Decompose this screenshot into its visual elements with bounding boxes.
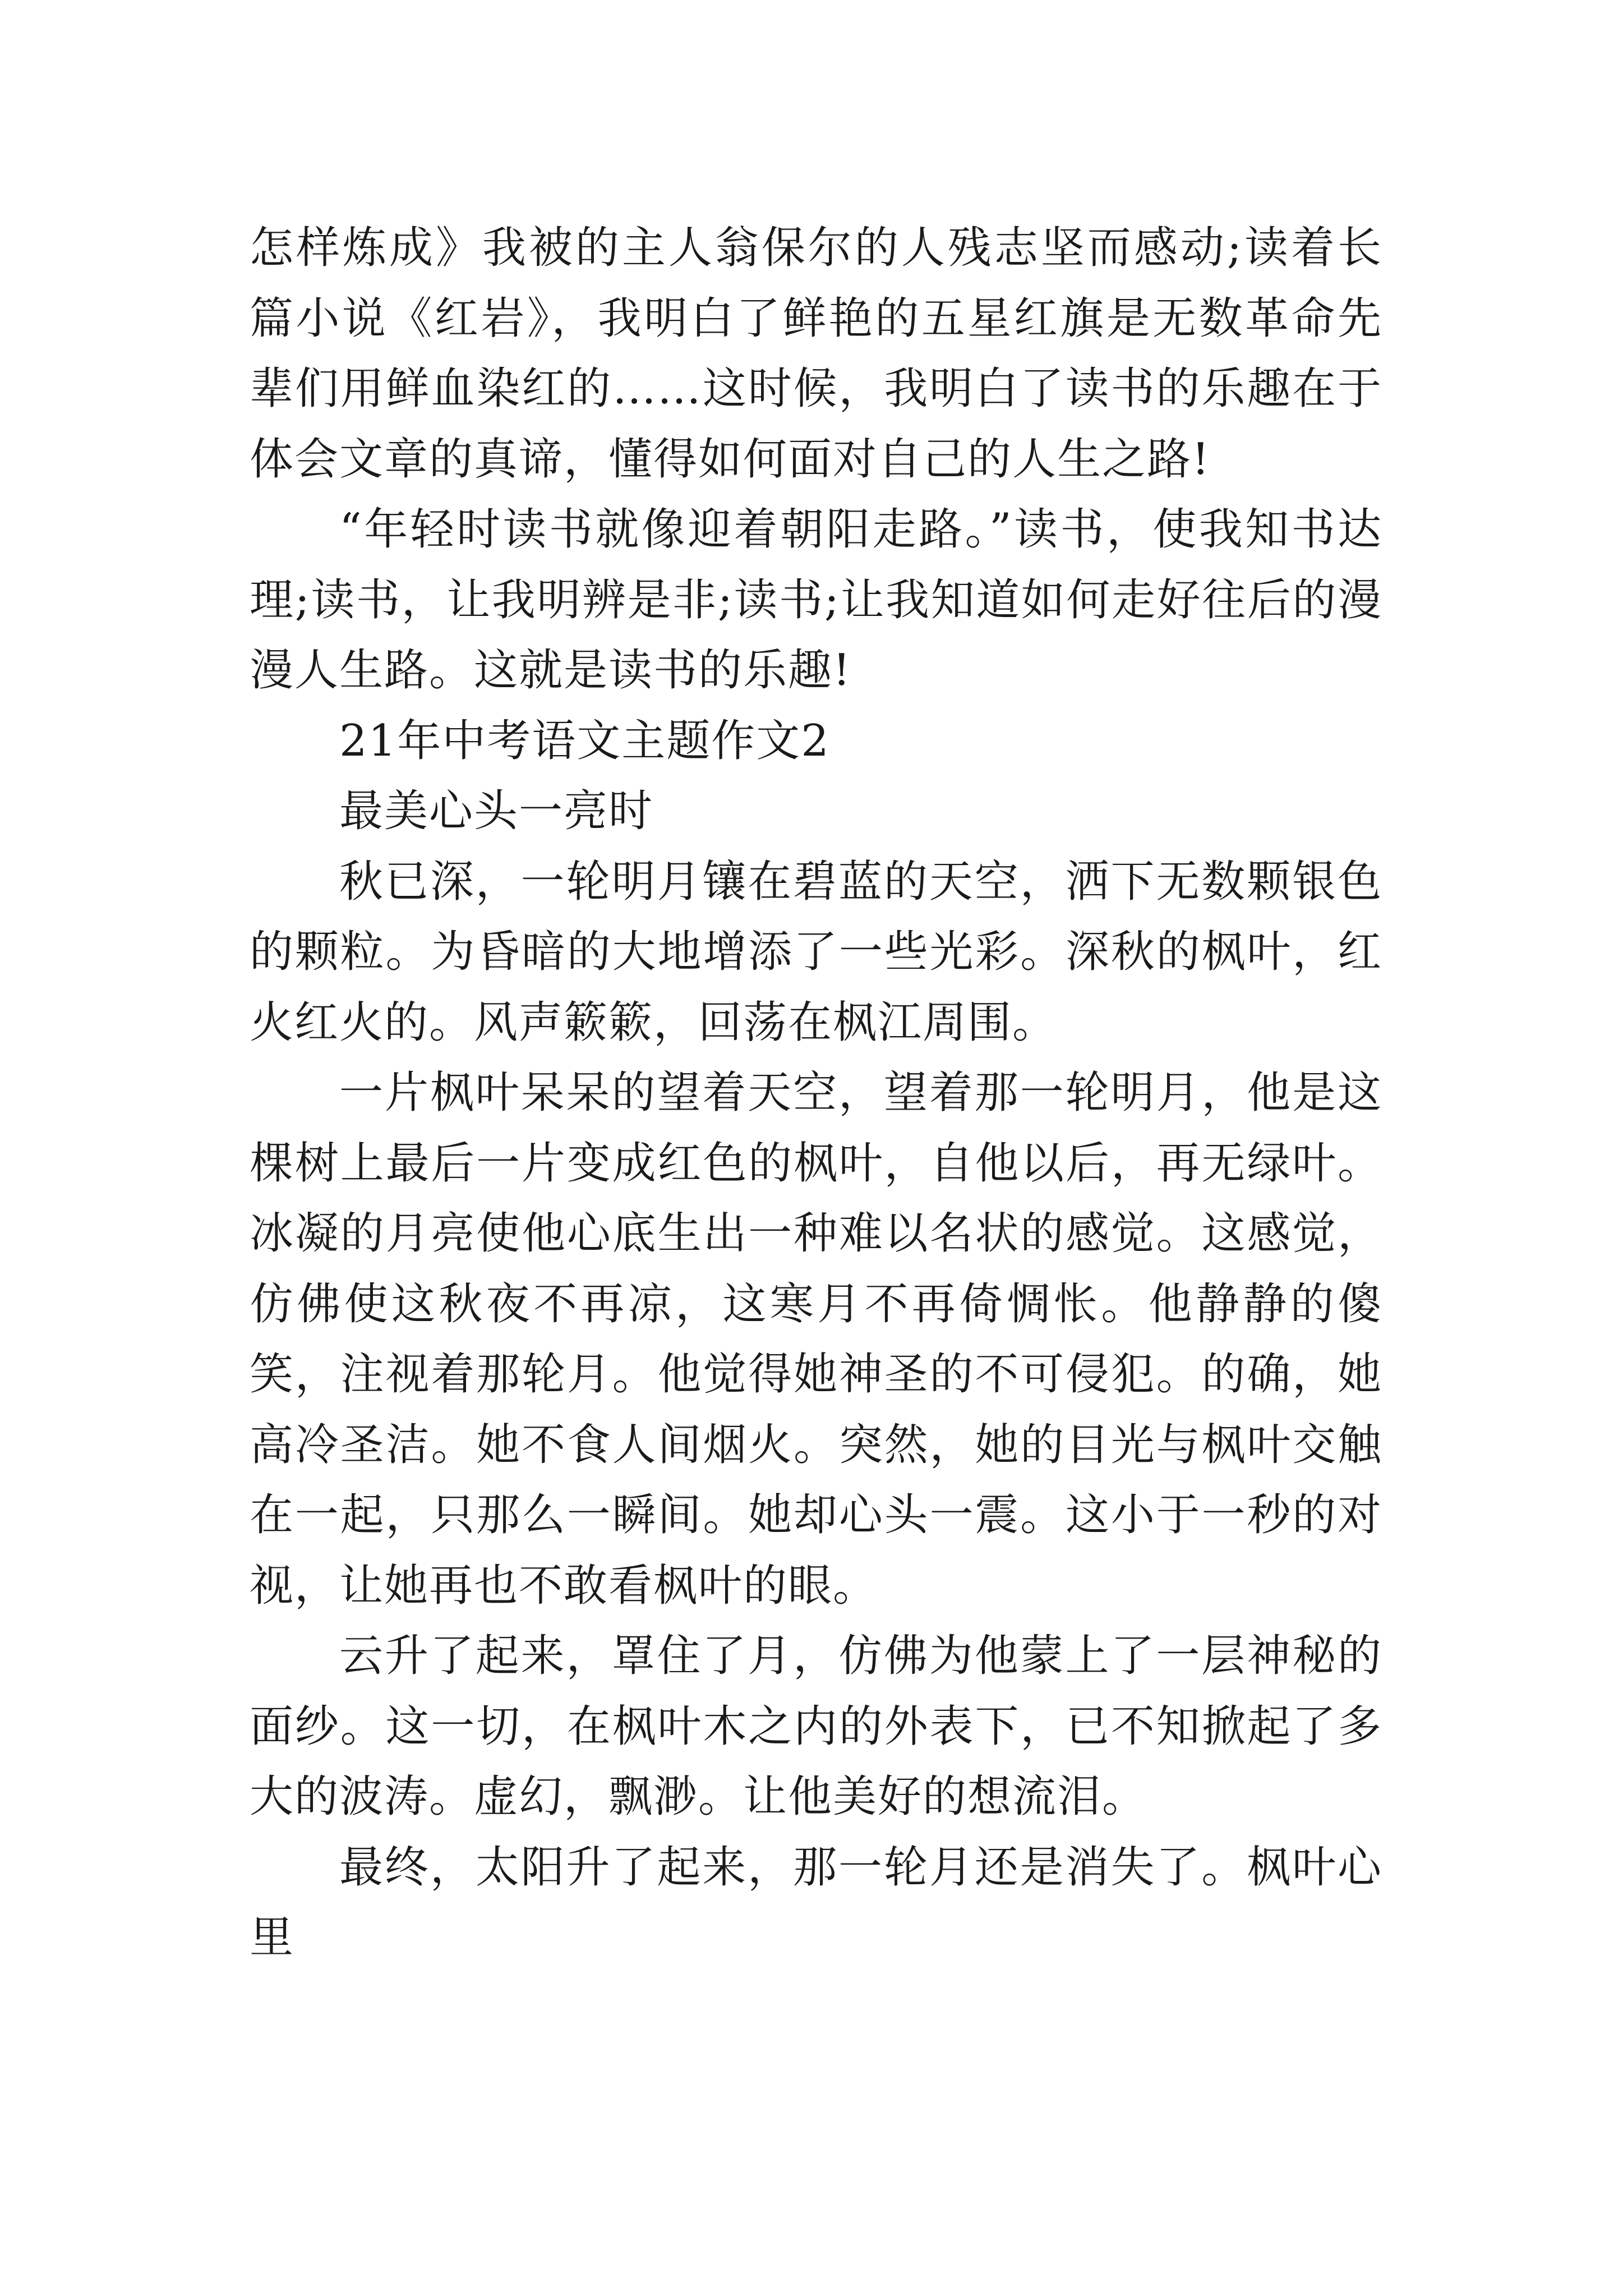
- paragraph-continuation: 怎样炼成》我被的主人翁保尔的人残志坚而感动;读着长篇小说《红岩》，我明白了鲜艳的五星红旗是无数革命先辈们用鲜血染红的……这时候，我明白了读书的乐趣在于体会文章的真谛，懂得如何面对自己的人生之路!: [250, 223, 1382, 485]
- paragraph-clouds: 云升了起来，罩住了月，仿佛为他蒙上了一层神秘的面纱。这一切，在枫叶木之内的外表下，已不知掀起了多大的波涛。虚幻，飘渺。让他美好的想流泪。: [250, 1631, 1382, 1822]
- essay-title: 最美心头一亮时: [339, 786, 654, 836]
- document-body: [250, 213, 1382, 1973]
- paragraph-maple-leaf: 一片枫叶呆呆的望着天空，望着那一轮明月，他是这棵树上最后一片变成红色的枫叶，自他以后，再无绿叶。冰凝的月亮使他心底生出一种难以名状的感觉。这感觉，仿佛使这秋夜不再凉，这寒月不再倚惆怅。他静静的傻笑，注视着那轮月。他觉得她神圣的不可侵犯。的确，她高冷圣洁。她不食人间烟火。突然，她的目光与枫叶交触在一起，只那么一瞬间。她却心头一震。这小于一秒的对视，让她再也不敢看枫叶的眼。: [250, 1068, 1382, 1611]
- paragraph-sunrise: 最终，太阳升了起来，那一轮月还是消失了。枫叶心里: [250, 1842, 1382, 1963]
- paragraph-autumn-night: 秋已深，一轮明月镶在碧蓝的天空，洒下无数颗银色的颗粒。为昏暗的大地增添了一些光彩。深秋的枫叶，红火红火的。风声簌簌，回荡在枫江周围。: [250, 856, 1382, 1048]
- essay-heading: 21年中考语文主题作文2: [339, 715, 830, 766]
- paragraph-quote-reading: “年轻时读书就像迎着朝阳走路。”读书，使我知书达理;读书，让我明辨是非;读书;让我知道如何走好往后的漫漫人生路。这就是读书的乐趣!: [250, 504, 1382, 696]
